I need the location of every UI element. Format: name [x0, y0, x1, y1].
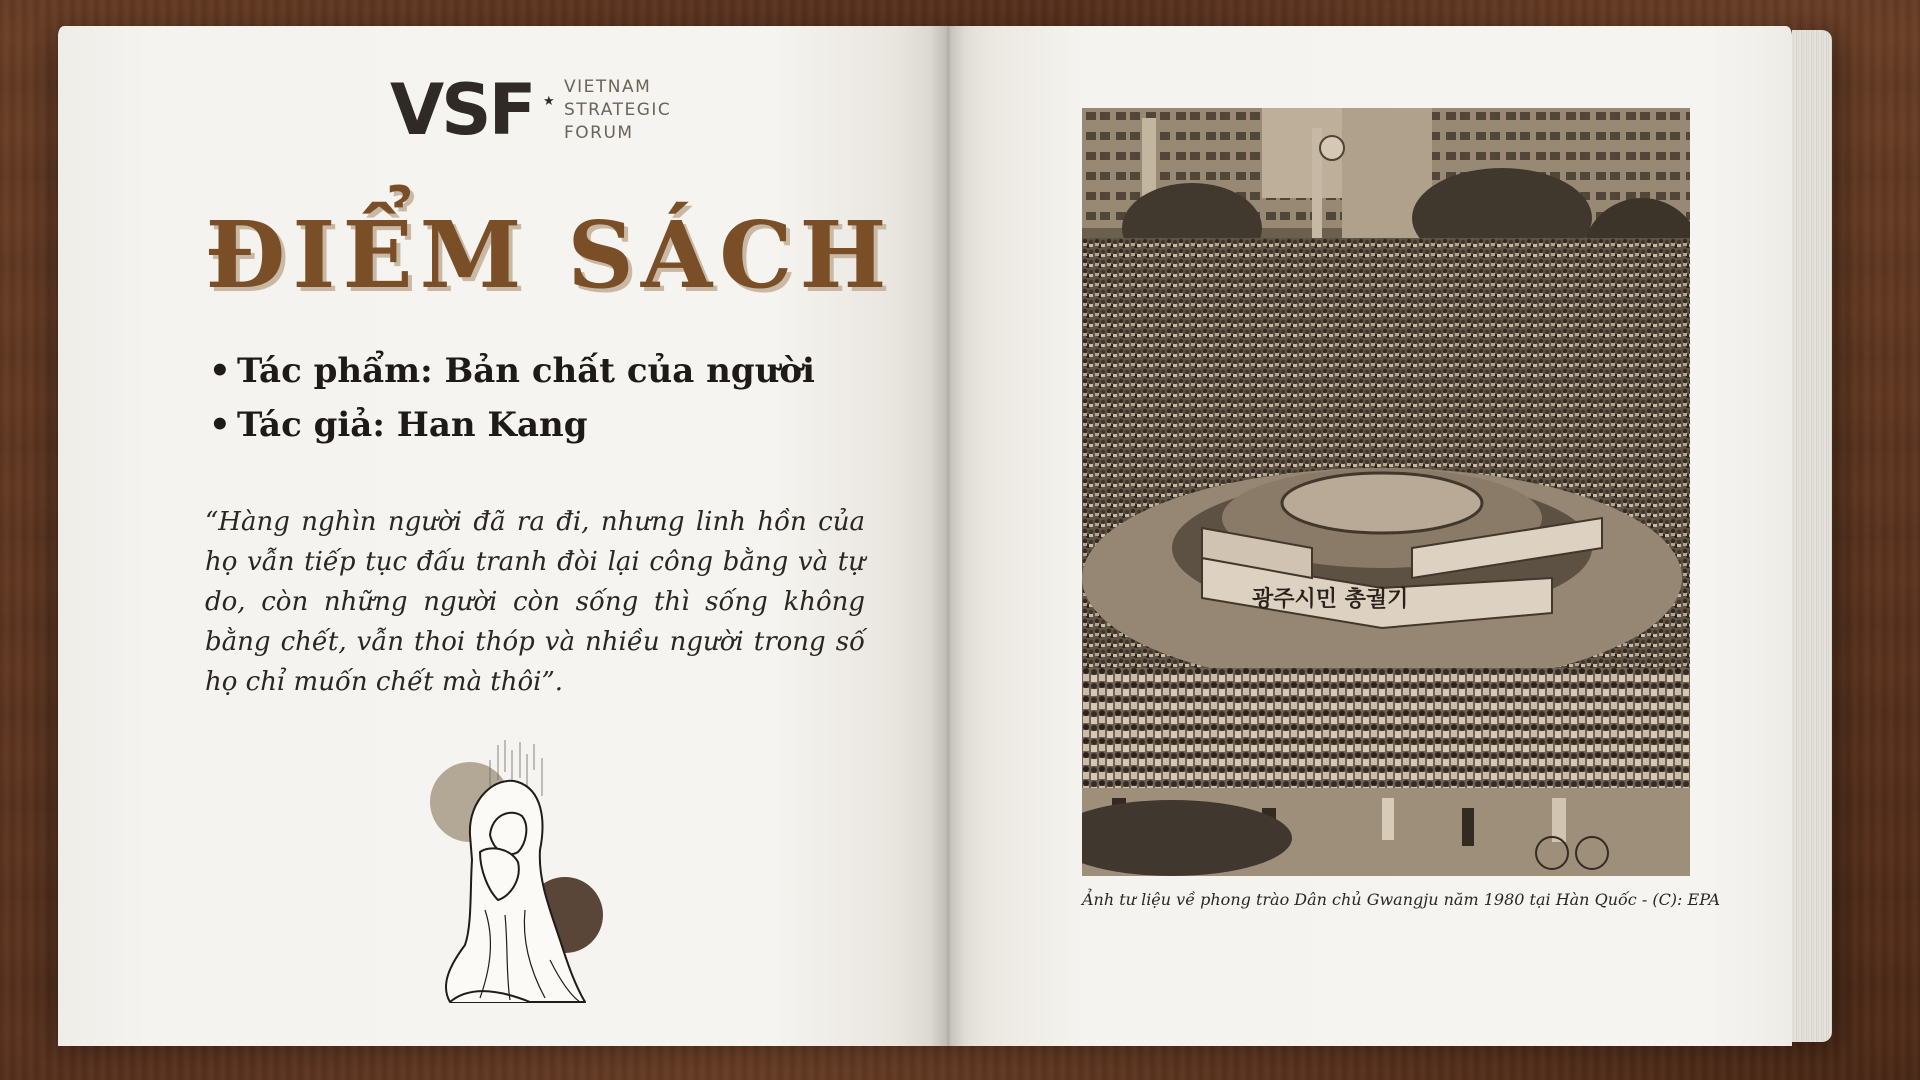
logo-line-3: FORUM: [564, 123, 634, 143]
logo-subtitle: [564, 76, 671, 145]
crying-woman-illustration: [410, 740, 630, 1020]
photo-caption: Ảnh tư liệu về phong trào Dân chủ Gwangju năm 1980 tại Hàn Quốc - (C): EPA: [1082, 890, 1721, 909]
crowd-photo: [1082, 108, 1690, 876]
star-icon: ★: [543, 94, 555, 109]
logo-line-2: STRATEGIC: [564, 100, 672, 120]
list-item-work: • Tác phẩm: Bản chất của người: [209, 351, 815, 391]
book-spine: [930, 26, 966, 1046]
book-info-list: [205, 344, 815, 452]
logo-line-1: VIETNAM: [564, 77, 652, 97]
book-quote: “Hàng nghìn người đã ra đi, nhưng linh hồn của họ vẫn tiếp tục đấu tranh đòi lại công bằng và tự do, còn những người còn sống thì sống không bằng chết, vẫn thoi thóp và nhiều người trong số họ chỉ muốn chết mà thôi”.: [205, 507, 865, 697]
logo-mark: VSF: [390, 69, 534, 151]
list-item-author: • Tác giả: Han Kang: [209, 405, 588, 445]
work-label: Tác phẩm: Bản chất của người: [237, 351, 815, 391]
banner-text: 광주시민 총궐기: [1252, 587, 1409, 612]
page-title: ĐIỂM SÁCH: [205, 201, 894, 309]
page-edges: [1792, 30, 1832, 1042]
author-label: Tác giả: Han Kang: [237, 405, 588, 445]
